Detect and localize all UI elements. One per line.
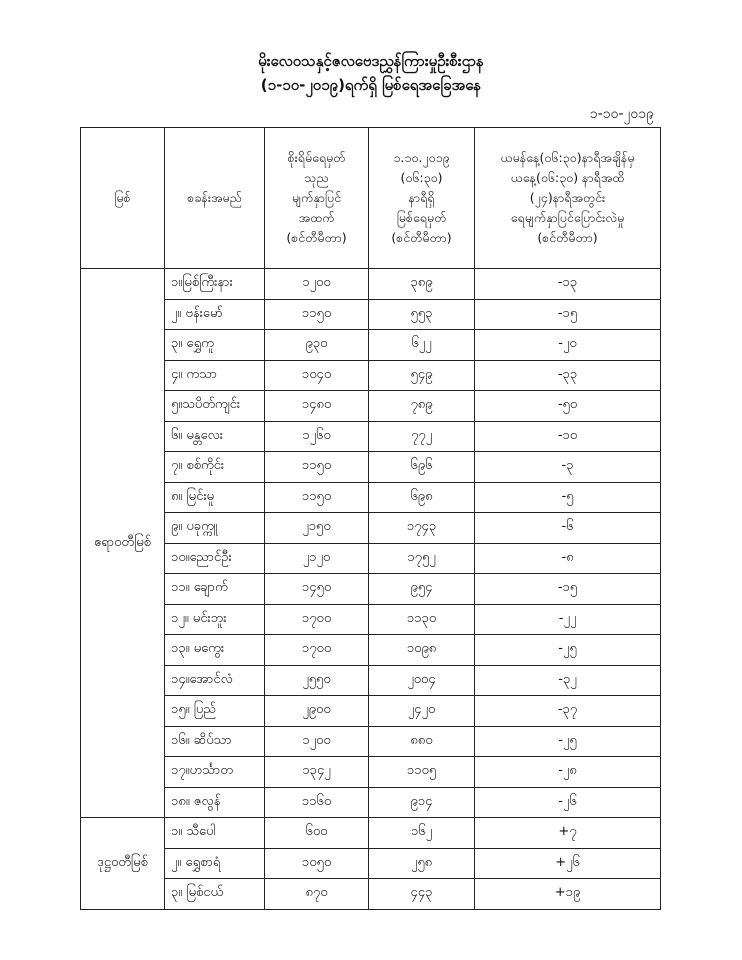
- station-name: ၄။ ကသာ: [165, 360, 265, 391]
- level-change: -၈: [475, 543, 661, 574]
- level-change: -၃၃: [475, 360, 661, 391]
- level-change: -၁၅: [475, 574, 661, 605]
- table-row: [81, 879, 661, 910]
- table-row: [81, 452, 661, 483]
- current-level: ၇၇၂: [369, 421, 475, 452]
- current-level: ၁၀၉၈: [369, 635, 475, 666]
- station-name: ၁၈။ ဇလွန်: [165, 787, 265, 818]
- table-row: [81, 299, 661, 330]
- level-change: -၂၂: [475, 604, 661, 635]
- station-name: ၃။ မြစ်ငယ်: [165, 879, 265, 910]
- current-level: ၁၁၀၅: [369, 757, 475, 788]
- level-change: -၂၅: [475, 726, 661, 757]
- current-level: ၁၇၅၂: [369, 543, 475, 574]
- current-level: ၂၅၈: [369, 848, 475, 879]
- station-name: ၁။ သီပေါ: [165, 818, 265, 849]
- current-level: ၆၂၂: [369, 330, 475, 361]
- document-subtitle: (၁-၁၀-၂၀၁၉)ရက်ရှိ မြစ်ရေအခြေအနေ: [260, 76, 482, 94]
- current-level: ၆၉၈: [369, 482, 475, 513]
- table-row: [81, 269, 661, 300]
- table-row: [81, 696, 661, 727]
- header-station: စခန်းအမည်: [165, 128, 265, 269]
- level-change: +၇: [475, 818, 661, 849]
- current-level: ၄၄၃: [369, 879, 475, 910]
- current-level: ၁၇၄၃: [369, 513, 475, 544]
- header-change: ယမန်နေ့(၀၆:၃၀)နာရီအချိန်မှ ယနေ့(၀၆:၃၀) နာရီအထိ (၂၄)နာရီအတွင်း ရေမျက်နှာပြင်ပြောင်းလဲမှု (စင်တီမီတာ): [475, 128, 661, 269]
- station-name: ၁၅။ ပြည်: [165, 696, 265, 727]
- current-level: ၁၆၂: [369, 818, 475, 849]
- header-river: မြစ်: [81, 128, 165, 269]
- table-row: [81, 330, 661, 361]
- danger-level: ၁၁၅၀: [265, 452, 369, 483]
- station-name: ၆။ မန္တလေး: [165, 421, 265, 452]
- table-row: [81, 543, 661, 574]
- document-title: မိုးလေဝသနှင့်ဇလဗေဒညွှန်ကြားမှုဦးစီးဌာန: [258, 52, 484, 70]
- danger-level: ၁၁၆၀: [265, 787, 369, 818]
- table-row: [81, 482, 661, 513]
- danger-level: ၁၃၄၂: [265, 757, 369, 788]
- level-change: -၁၃: [475, 269, 661, 300]
- table-header-row: [81, 128, 661, 269]
- current-level: ၅၅၃: [369, 299, 475, 330]
- station-name: ၁၃။ မကွေး: [165, 635, 265, 666]
- danger-level: ၁၁၅၀: [265, 482, 369, 513]
- danger-level: ၆၀၀: [265, 818, 369, 849]
- current-level: ၇၈၉: [369, 391, 475, 422]
- current-level: ၂၄၂၀: [369, 696, 475, 727]
- danger-level: ၁၇၀၀: [265, 604, 369, 635]
- level-change: -၃၇: [475, 696, 661, 727]
- level-change: +၂၆: [475, 848, 661, 879]
- station-name: ၂။ ဗန်းမော်: [165, 299, 265, 330]
- danger-level: ၁၇၀၀: [265, 635, 369, 666]
- current-level: ၃၈၉: [369, 269, 475, 300]
- danger-level: ၁၄၅၀: [265, 574, 369, 605]
- station-name: ၃။ ရွှေကူ: [165, 330, 265, 361]
- table-row: [81, 848, 661, 879]
- danger-level: ၁၂၀၀: [265, 726, 369, 757]
- table-row: [81, 787, 661, 818]
- current-level: ၈၈၀: [369, 726, 475, 757]
- river-name: ဒုဋ္ဌဝတီမြစ်: [81, 818, 165, 910]
- danger-level: ၉၃၀: [265, 330, 369, 361]
- current-level: ၉၁၄: [369, 787, 475, 818]
- header-danger-level: စိုးရိမ်ရေမှတ် သုည မျက်နှာပြင် အထက် (စင်တီမီတာ): [265, 128, 369, 269]
- level-change: -၂၅: [475, 635, 661, 666]
- danger-level: ၁၀၄၀: [265, 360, 369, 391]
- station-name: ၇။ စစ်ကိုင်း: [165, 452, 265, 483]
- station-name: ၁၇။ဟင်္သာတ: [165, 757, 265, 788]
- table-row: [81, 574, 661, 605]
- level-change: -၃: [475, 452, 661, 483]
- river-name: ဧရာဝတီမြစ်: [81, 269, 165, 818]
- danger-level: ၁၀၅၀: [265, 848, 369, 879]
- table-row: [81, 757, 661, 788]
- level-change: +၁၉: [475, 879, 661, 910]
- station-name: ၅။သပိတ်ကျင်း: [165, 391, 265, 422]
- station-name: ၈။ မြင်းမူ: [165, 482, 265, 513]
- table-row: [81, 818, 661, 849]
- current-level: ၆၉၆: [369, 452, 475, 483]
- station-name: ၂။ ရွှေစာရံ: [165, 848, 265, 879]
- level-change: -၃၂: [475, 665, 661, 696]
- level-change: -၂၈: [475, 757, 661, 788]
- station-name: ၁၁။ ချောက်: [165, 574, 265, 605]
- table-row: [81, 635, 661, 666]
- level-change: -၁၅: [475, 299, 661, 330]
- level-change: -၅၀: [475, 391, 661, 422]
- report-date: ၁-၁၀-၂၀၁၉: [589, 106, 654, 122]
- danger-level: ၈၇၀: [265, 879, 369, 910]
- current-level: ၁၁၃၀: [369, 604, 475, 635]
- danger-level: ၁၁၅၀: [265, 299, 369, 330]
- table-row: [81, 604, 661, 635]
- level-change: -၂၆: [475, 787, 661, 818]
- current-level: ၂၀၀၄: [369, 665, 475, 696]
- station-name: ၁၄။အောင်လံ: [165, 665, 265, 696]
- danger-level: ၁၂၆၀: [265, 421, 369, 452]
- table-row: [81, 421, 661, 452]
- current-level: ၅၄၉: [369, 360, 475, 391]
- station-name: ၁၆။ ဆိပ်သာ: [165, 726, 265, 757]
- table-row: [81, 360, 661, 391]
- station-name: ၁၀။ညောင်ဦး: [165, 543, 265, 574]
- current-level: ၉၅၄: [369, 574, 475, 605]
- level-change: -၁၀: [475, 421, 661, 452]
- header-current-level: ၁.၁၀.၂၀၁၉ (၀၆:၃၀) နာရီရှိ မြစ်ရေမှတ် (စင်တီမီတာ): [369, 128, 475, 269]
- danger-level: ၁၄၈၀: [265, 391, 369, 422]
- danger-level: ၂၁၅၀: [265, 513, 369, 544]
- level-change: -၅: [475, 482, 661, 513]
- table-row: [81, 513, 661, 544]
- river-level-table: [80, 127, 661, 910]
- level-change: -၂၀: [475, 330, 661, 361]
- table-row: [81, 391, 661, 422]
- level-change: -၆: [475, 513, 661, 544]
- station-name: ၉။ ပခုက္ကူ: [165, 513, 265, 544]
- table-row: [81, 665, 661, 696]
- danger-level: ၂၅၅၀: [265, 665, 369, 696]
- station-name: ၁၂။ မင်းဘူး: [165, 604, 265, 635]
- danger-level: ၂၉၀၀: [265, 696, 369, 727]
- table-row: [81, 726, 661, 757]
- station-name: ၁။မြစ်ကြီးနား: [165, 269, 265, 300]
- danger-level: ၁၂၀၀: [265, 269, 369, 300]
- danger-level: ၂၁၂၀: [265, 543, 369, 574]
